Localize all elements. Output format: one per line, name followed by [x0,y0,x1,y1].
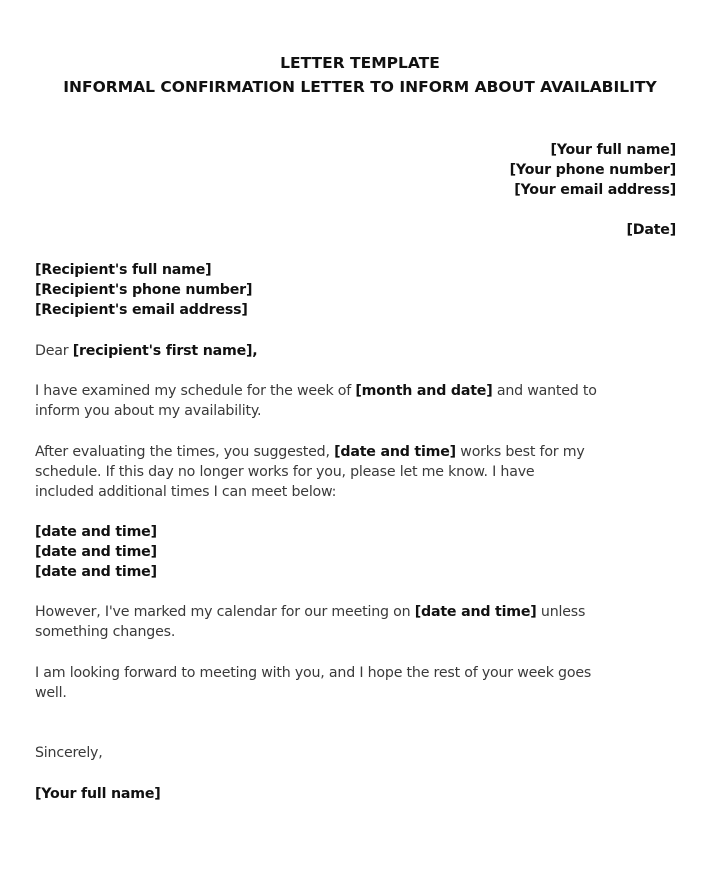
recipient-email: [Recipient's email address] [35,302,248,319]
paragraph-calendar [35,602,585,642]
sender-name: [Your full name] [550,142,676,158]
alternative-time: [date and time] [35,524,157,540]
recipient-name: [Recipient's full name] [35,262,212,278]
para4-text: well. [35,685,67,702]
paragraph-closing [35,663,591,703]
signature-name: [Your full name] [35,786,161,802]
closing: Sincerely, [35,745,103,761]
salutation-text: Dear [35,343,73,359]
salutation-name: [recipient's first name], [72,343,258,359]
sender-phone: [Your phone number] [509,162,676,179]
salutation [35,341,257,361]
sender-block [510,140,676,201]
placeholder-date-time: [date and time] [414,604,537,620]
paragraph-suggested-time [35,442,585,503]
letter-date: [Date] [626,222,676,238]
para3-text: However, I've marked my calendar for our meeting on [35,604,415,620]
para2-text: works best for my [455,444,585,460]
recipient-phone: [Recipient's phone number] [35,282,253,299]
alternative-time: [date and time] [35,544,157,561]
placeholder-month-date: [month and date] [355,383,493,399]
para1-text: I have examined my schedule for the week of [35,383,356,399]
para1-text: inform you about my availability. [35,403,262,420]
alternative-time: [date and time] [35,564,157,581]
para2-text: included additional times I can meet below: [35,484,337,501]
letter-title: INFORMAL CONFIRMATION LETTER TO INFORM ABOUT AVAILABILITY [63,78,657,96]
paragraph-availability [35,381,597,421]
para1-text: and wanted to [492,383,597,399]
para3-text: something changes. [35,624,176,641]
template-title: LETTER TEMPLATE [280,54,440,72]
placeholder-date-time: [date and time] [334,444,456,460]
para3-text: unless [536,604,586,620]
alternative-times-list [35,522,157,583]
para2-text: schedule. If this day no longer works for you, please let me know. I have [35,464,535,481]
recipient-block [35,260,252,321]
sender-email: [Your email address] [514,182,676,199]
para2-text: After evaluating the times, you suggested, [35,444,335,460]
para4-text: I am looking forward to meeting with you, and I hope the rest of your week goes [35,665,592,681]
